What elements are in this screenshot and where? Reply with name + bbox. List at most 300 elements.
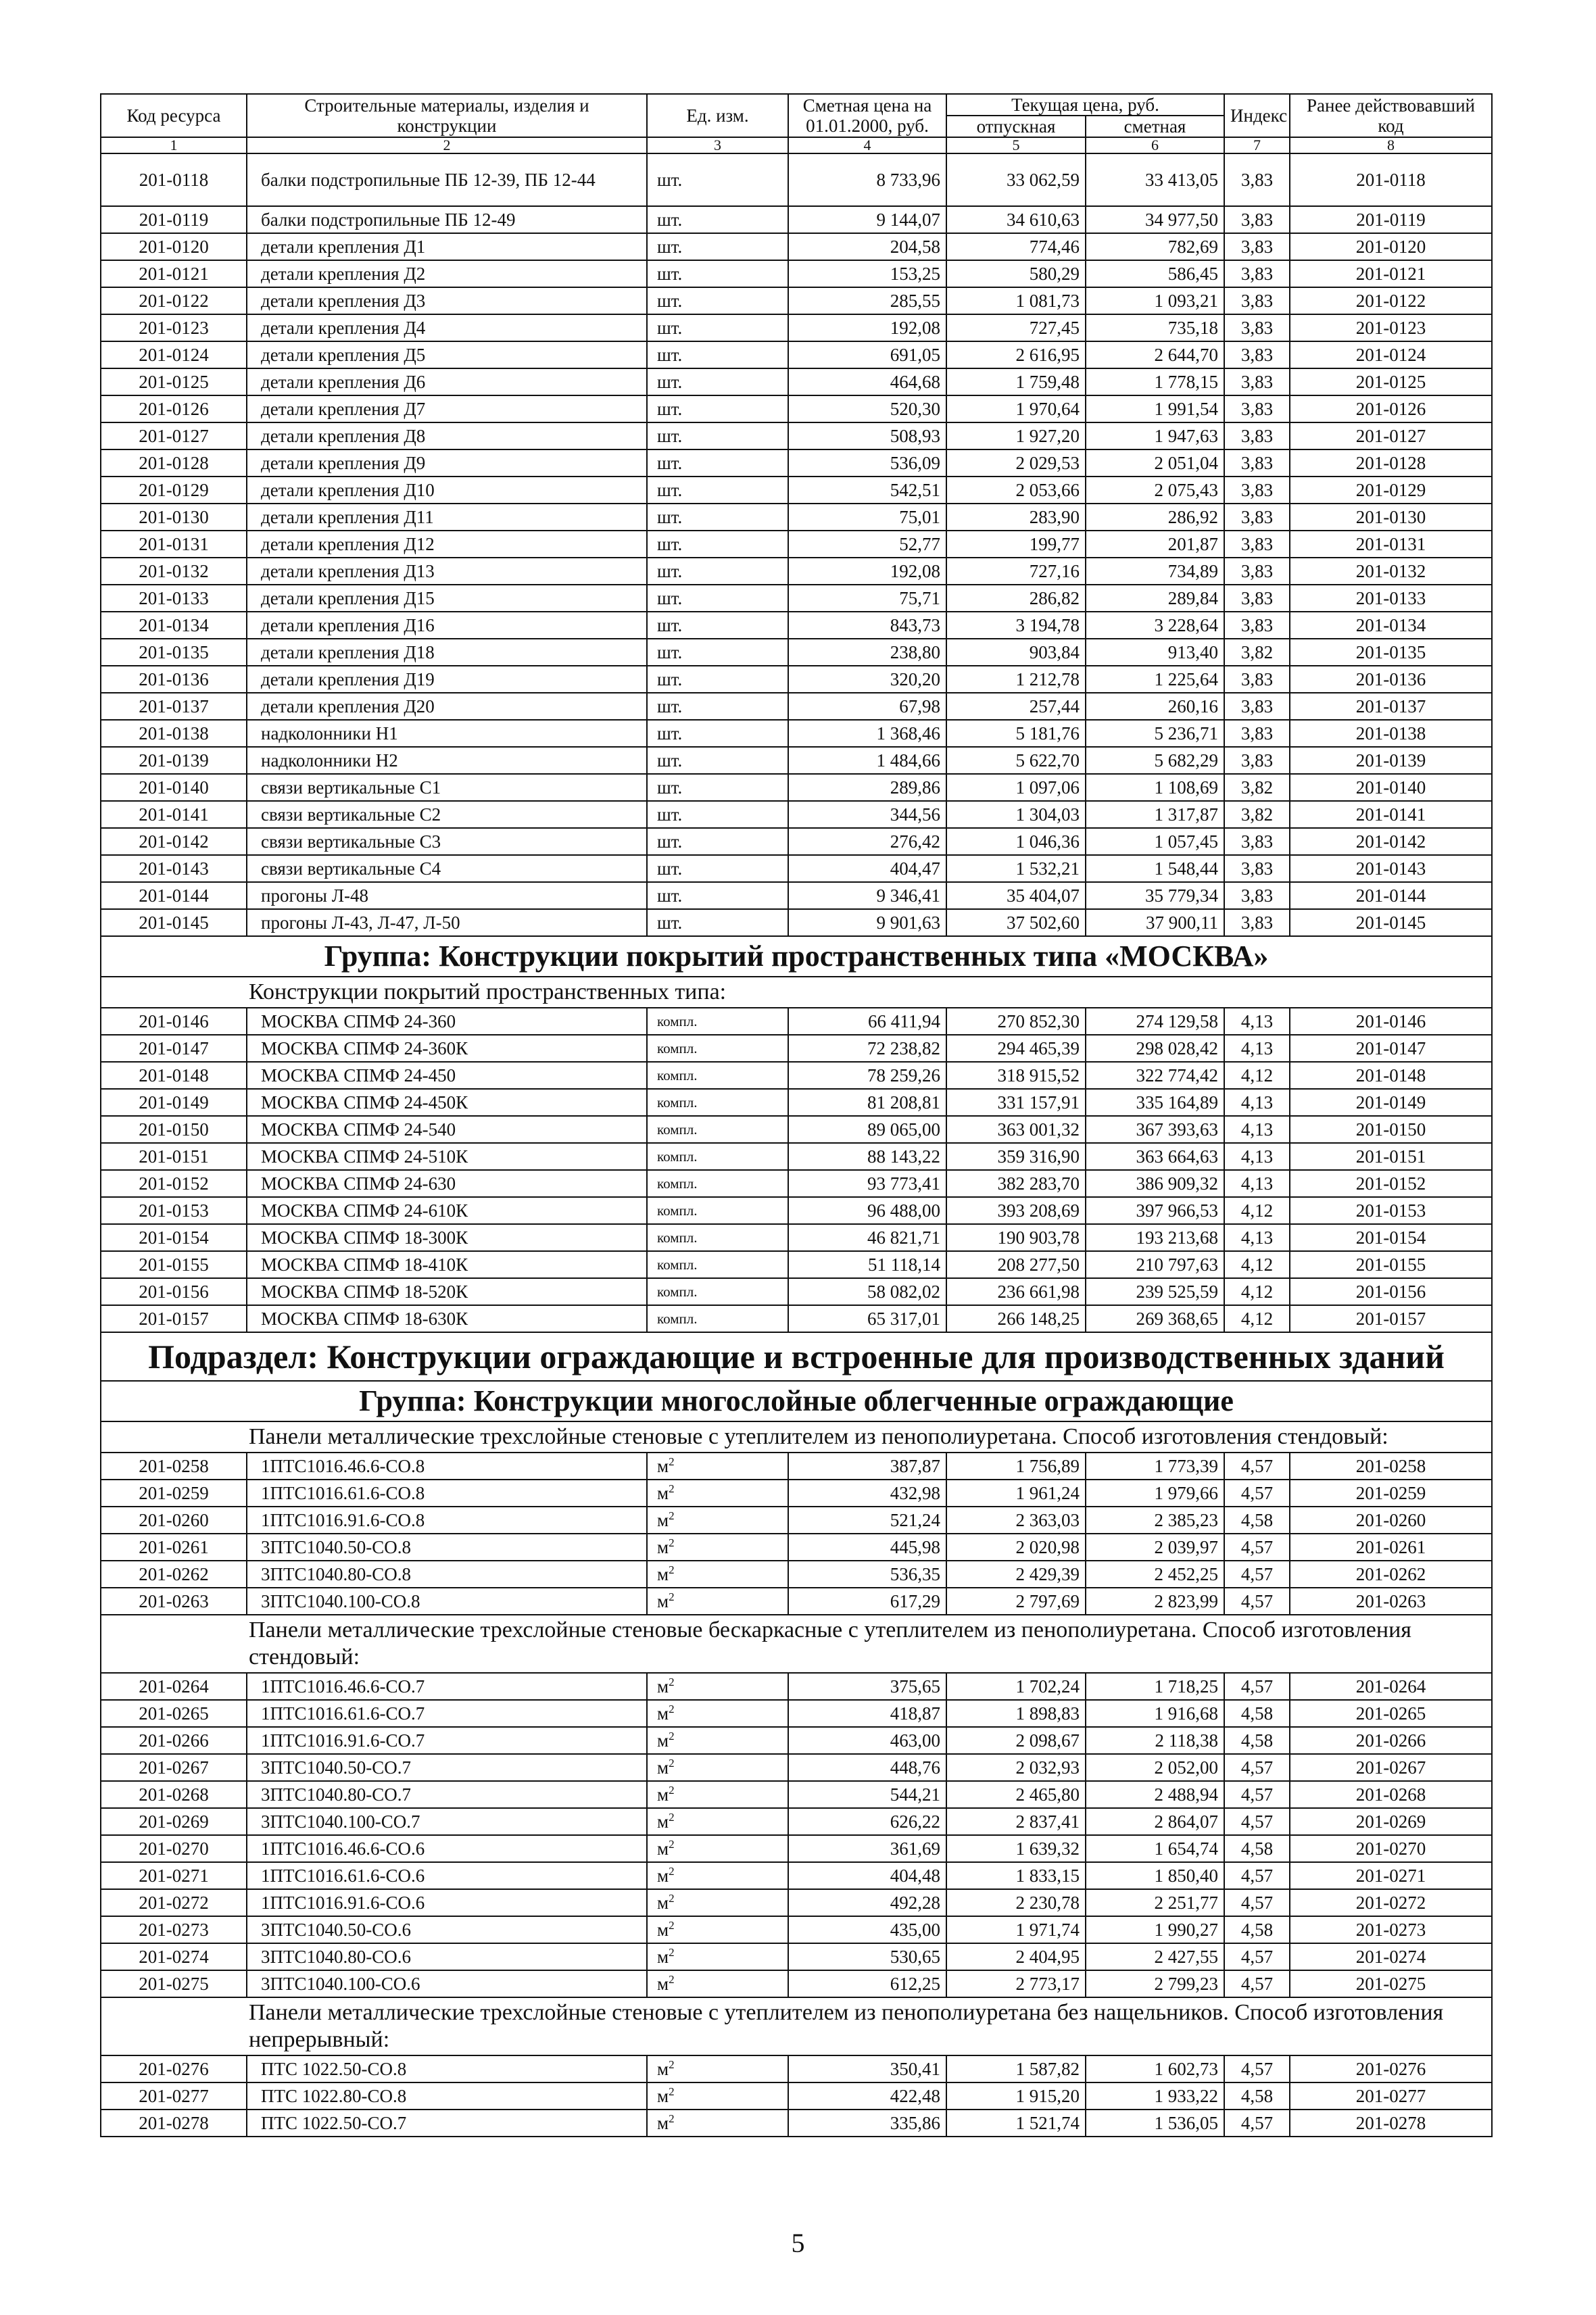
old-code: 201-0155: [1290, 1251, 1492, 1278]
base-price: 508,93: [788, 422, 946, 449]
estimate-price: 1 548,44: [1086, 855, 1224, 882]
base-price: 530,65: [788, 1943, 946, 1970]
material-name: детали крепления Д10: [247, 477, 647, 504]
column-number-row: [101, 137, 1492, 153]
unit-square-meter: м: [657, 1893, 669, 1913]
base-price: 93 773,41: [788, 1170, 946, 1197]
resource-code: 201-0277: [101, 2082, 247, 2110]
material-name: детали крепления Д9: [247, 449, 647, 477]
old-code: 201-0259: [1290, 1480, 1492, 1507]
material-name: 3ПТС1040.100-СО.6: [247, 1970, 647, 1997]
resource-code: 201-0272: [101, 1889, 247, 1916]
material-name: МОСКВА СПМФ 18-300К: [247, 1224, 647, 1251]
estimate-price: 210 797,63: [1086, 1251, 1224, 1278]
header-base-price: Сметная цена на 01.01.2000, руб.: [788, 94, 946, 137]
unit: компл.: [647, 1224, 788, 1251]
base-price: 192,08: [788, 314, 946, 341]
base-price: 285,55: [788, 287, 946, 314]
table-row: [101, 449, 1492, 477]
section-caption: Панели металлические трехслойные стеновые бескаркасные с утеплителем из пенополиуретана. Способ изготовления стендовый:: [101, 1615, 1492, 1673]
estimate-price: 913,40: [1086, 639, 1224, 666]
unit: [647, 1727, 788, 1754]
base-price: 9 144,07: [788, 206, 946, 233]
base-price: 445,98: [788, 1534, 946, 1561]
price-index: 3,83: [1224, 882, 1290, 909]
material-name: надколонники Н1: [247, 720, 647, 747]
price-index: 4,57: [1224, 1781, 1290, 1808]
price-index: 3,83: [1224, 314, 1290, 341]
resource-code: 201-0152: [101, 1170, 247, 1197]
release-price: 774,46: [946, 233, 1086, 260]
table-row: [101, 855, 1492, 882]
release-price: 2 230,78: [946, 1889, 1086, 1916]
group-title: Группа: Конструкции многослойные облегченные ограждающие: [101, 1381, 1492, 1421]
release-price: 1 702,24: [946, 1673, 1086, 1700]
material-name: детали крепления Д3: [247, 287, 647, 314]
header-code: Код ресурса: [101, 94, 247, 137]
base-price: 320,20: [788, 666, 946, 693]
material-name: МОСКВА СПМФ 24-450: [247, 1062, 647, 1089]
unit-square-meter: м: [657, 1811, 669, 1832]
release-price: 1 521,74: [946, 2110, 1086, 2137]
table-header: [101, 94, 1492, 153]
release-price: 257,44: [946, 693, 1086, 720]
resource-code: 201-0139: [101, 747, 247, 774]
estimate-price: 1 317,87: [1086, 801, 1224, 828]
unit-exponent: 2: [669, 1838, 675, 1851]
table-row: [101, 1727, 1492, 1754]
unit-exponent: 2: [669, 1919, 675, 1932]
price-index: 3,83: [1224, 153, 1290, 206]
release-price: 1 961,24: [946, 1480, 1086, 1507]
base-price: 404,48: [788, 1862, 946, 1889]
material-name: детали крепления Д11: [247, 504, 647, 531]
resource-code: 201-0275: [101, 1970, 247, 1997]
release-price: 1 081,73: [946, 287, 1086, 314]
price-index: 4,57: [1224, 1673, 1290, 1700]
resource-code: 201-0144: [101, 882, 247, 909]
base-price: 361,69: [788, 1835, 946, 1862]
old-code: 201-0258: [1290, 1453, 1492, 1480]
table-row: [101, 1170, 1492, 1197]
release-price: 2 020,98: [946, 1534, 1086, 1561]
column-number: 8: [1290, 137, 1492, 153]
resource-code: 201-0267: [101, 1754, 247, 1781]
material-name: детали крепления Д18: [247, 639, 647, 666]
unit-exponent: 2: [669, 1811, 675, 1824]
unit: компл.: [647, 1251, 788, 1278]
old-code: 201-0275: [1290, 1970, 1492, 1997]
estimate-price: 322 774,42: [1086, 1062, 1224, 1089]
material-name: МОСКВА СПМФ 18-520К: [247, 1278, 647, 1305]
unit: компл.: [647, 1278, 788, 1305]
unit-square-meter: м: [657, 1920, 669, 1940]
material-name: детали крепления Д6: [247, 368, 647, 395]
unit-square-meter: м: [657, 2113, 669, 2133]
estimate-price: 1 991,54: [1086, 395, 1224, 422]
release-price: 3 194,78: [946, 612, 1086, 639]
price-index: 4,57: [1224, 1561, 1290, 1588]
table-row: [101, 341, 1492, 368]
price-index: 4,57: [1224, 1480, 1290, 1507]
unit-square-meter: м: [657, 1483, 669, 1503]
price-index: 4,12: [1224, 1197, 1290, 1224]
unit: шт.: [647, 585, 788, 612]
table-row: [101, 774, 1492, 801]
estimate-price: 5 682,29: [1086, 747, 1224, 774]
old-code: 201-0141: [1290, 801, 1492, 828]
estimate-price: 1 778,15: [1086, 368, 1224, 395]
column-number: 5: [946, 137, 1086, 153]
estimate-price: 2 039,97: [1086, 1534, 1224, 1561]
table-row: [101, 233, 1492, 260]
resource-code: 201-0130: [101, 504, 247, 531]
resource-code: 201-0146: [101, 1008, 247, 1035]
estimate-price: 1 602,73: [1086, 2055, 1224, 2082]
estimate-price: 3 228,64: [1086, 612, 1224, 639]
old-code: 201-0260: [1290, 1507, 1492, 1534]
subsection-row: [101, 1332, 1492, 1381]
column-number: 1: [101, 137, 247, 153]
resource-code: 201-0153: [101, 1197, 247, 1224]
unit-square-meter: м: [657, 1784, 669, 1805]
base-price: 52,77: [788, 531, 946, 558]
resource-code: 201-0138: [101, 720, 247, 747]
table-row: [101, 1588, 1492, 1615]
price-index: 4,13: [1224, 1008, 1290, 1035]
base-price: 9 901,63: [788, 909, 946, 936]
table-row: [101, 558, 1492, 585]
caption-row: [101, 1997, 1492, 2055]
unit-square-meter: м: [657, 1730, 669, 1751]
unit: компл.: [647, 1089, 788, 1116]
unit-square-meter: м: [657, 1838, 669, 1859]
release-price: 903,84: [946, 639, 1086, 666]
resource-code: 201-0125: [101, 368, 247, 395]
estimate-price: 586,45: [1086, 260, 1224, 287]
price-index: 3,82: [1224, 801, 1290, 828]
price-index: 3,83: [1224, 368, 1290, 395]
price-index: 3,83: [1224, 855, 1290, 882]
release-price: 35 404,07: [946, 882, 1086, 909]
old-code: 201-0123: [1290, 314, 1492, 341]
release-price: 382 283,70: [946, 1170, 1086, 1197]
table-row: [101, 1754, 1492, 1781]
resource-code: 201-0266: [101, 1727, 247, 1754]
resource-code: 201-0141: [101, 801, 247, 828]
estimate-price: 2 051,04: [1086, 449, 1224, 477]
table-row: [101, 612, 1492, 639]
release-price: 1 046,36: [946, 828, 1086, 855]
old-code: 201-0264: [1290, 1673, 1492, 1700]
unit-exponent: 2: [669, 1892, 675, 1905]
resource-code: 201-0128: [101, 449, 247, 477]
table-row: [101, 720, 1492, 747]
old-code: 201-0262: [1290, 1561, 1492, 1588]
unit-exponent: 2: [669, 1946, 675, 1959]
old-code: 201-0148: [1290, 1062, 1492, 1089]
resource-code: 201-0132: [101, 558, 247, 585]
column-number: 2: [247, 137, 647, 153]
release-price: 1 927,20: [946, 422, 1086, 449]
table-row: [101, 1835, 1492, 1862]
estimate-price: 2 823,99: [1086, 1588, 1224, 1615]
material-name: МОСКВА СПМФ 18-630К: [247, 1305, 647, 1332]
unit: [647, 1561, 788, 1588]
table-row: [101, 1673, 1492, 1700]
base-price: 843,73: [788, 612, 946, 639]
material-name: 3ПТС1040.100-СО.7: [247, 1808, 647, 1835]
price-index: 3,83: [1224, 693, 1290, 720]
material-name: 1ПТС1016.91.6-СО.8: [247, 1507, 647, 1534]
price-index: 3,83: [1224, 828, 1290, 855]
estimate-price: 1 773,39: [1086, 1453, 1224, 1480]
unit: [647, 1835, 788, 1862]
section-caption: Панели металлические трехслойные стеновые с утеплителем из пенополиуретана без нащельников. Способ изготовления непрерывный:: [101, 1997, 1492, 2055]
unit: компл.: [647, 1143, 788, 1170]
table-row: [101, 477, 1492, 504]
unit: [647, 2110, 788, 2137]
table-row: [101, 1889, 1492, 1916]
material-name: 1ПТС1016.46.6-СО.6: [247, 1835, 647, 1862]
unit: [647, 1534, 788, 1561]
estimate-price: 386 909,32: [1086, 1170, 1224, 1197]
unit: шт.: [647, 801, 788, 828]
unit: шт.: [647, 341, 788, 368]
release-price: 1 587,82: [946, 2055, 1086, 2082]
estimate-price: 34 977,50: [1086, 206, 1224, 233]
estimate-price: 274 129,58: [1086, 1008, 1224, 1035]
unit: шт.: [647, 233, 788, 260]
price-index: 4,58: [1224, 1835, 1290, 1862]
estimate-price: 269 368,65: [1086, 1305, 1224, 1332]
release-price: 1 759,48: [946, 368, 1086, 395]
material-name: 1ПТС1016.46.6-СО.7: [247, 1673, 647, 1700]
resource-code: 201-0155: [101, 1251, 247, 1278]
estimate-price: 363 664,63: [1086, 1143, 1224, 1170]
old-code: 201-0139: [1290, 747, 1492, 774]
old-code: 201-0128: [1290, 449, 1492, 477]
resource-code: 201-0122: [101, 287, 247, 314]
unit-exponent: 2: [669, 1536, 675, 1549]
base-price: 58 082,02: [788, 1278, 946, 1305]
release-price: 2 363,03: [946, 1507, 1086, 1534]
price-index: 4,12: [1224, 1278, 1290, 1305]
table-row: [101, 585, 1492, 612]
unit: шт.: [647, 774, 788, 801]
old-code: 201-0150: [1290, 1116, 1492, 1143]
price-index: 3,83: [1224, 260, 1290, 287]
price-index: 4,13: [1224, 1116, 1290, 1143]
material-name: детали крепления Д5: [247, 341, 647, 368]
base-price: 350,41: [788, 2055, 946, 2082]
unit-exponent: 2: [669, 1509, 675, 1522]
release-price: 580,29: [946, 260, 1086, 287]
price-index: 4,13: [1224, 1143, 1290, 1170]
resource-code: 201-0276: [101, 2055, 247, 2082]
base-price: 51 118,14: [788, 1251, 946, 1278]
old-code: 201-0277: [1290, 2082, 1492, 2110]
old-code: 201-0261: [1290, 1534, 1492, 1561]
price-table-sheet: [100, 93, 1491, 2137]
unit: шт.: [647, 314, 788, 341]
section-caption: Панели металлические трехслойные стеновые с утеплителем из пенополиуретана. Способ изготовления стендовый:: [101, 1421, 1492, 1453]
table-row: [101, 206, 1492, 233]
material-name: связи вертикальные С2: [247, 801, 647, 828]
resource-code: 201-0278: [101, 2110, 247, 2137]
unit-square-meter: м: [657, 1591, 669, 1611]
release-price: 2 029,53: [946, 449, 1086, 477]
material-name: ПТС 1022.50-СО.8: [247, 2055, 647, 2082]
table-row: [101, 1143, 1492, 1170]
table-row: [101, 1970, 1492, 1997]
estimate-price: 1 933,22: [1086, 2082, 1224, 2110]
resource-code: 201-0269: [101, 1808, 247, 1835]
price-index: 4,58: [1224, 1507, 1290, 1534]
unit: шт.: [647, 666, 788, 693]
unit: компл.: [647, 1035, 788, 1062]
base-price: 344,56: [788, 801, 946, 828]
estimate-price: 1 990,27: [1086, 1916, 1224, 1943]
resource-code: 201-0157: [101, 1305, 247, 1332]
estimate-price: 1 057,45: [1086, 828, 1224, 855]
release-price: 2 404,95: [946, 1943, 1086, 1970]
resource-code: 201-0151: [101, 1143, 247, 1170]
base-price: 375,65: [788, 1673, 946, 1700]
table-row: [101, 1035, 1492, 1062]
unit: [647, 1480, 788, 1507]
table-row: [101, 314, 1492, 341]
material-name: 1ПТС1016.61.6-СО.6: [247, 1862, 647, 1889]
old-code: 201-0265: [1290, 1700, 1492, 1727]
material-name: детали крепления Д12: [247, 531, 647, 558]
unit-square-meter: м: [657, 1757, 669, 1778]
old-code: 201-0143: [1290, 855, 1492, 882]
table-row: [101, 666, 1492, 693]
unit: шт.: [647, 504, 788, 531]
resource-code: 201-0263: [101, 1588, 247, 1615]
estimate-price: 2 385,23: [1086, 1507, 1224, 1534]
resource-code: 201-0126: [101, 395, 247, 422]
estimate-price: 2 452,25: [1086, 1561, 1224, 1588]
price-index: 4,57: [1224, 2055, 1290, 2082]
estimate-price: 2 864,07: [1086, 1808, 1224, 1835]
price-index: 3,82: [1224, 774, 1290, 801]
resource-code: 201-0262: [101, 1561, 247, 1588]
material-name: МОСКВА СПМФ 24-540: [247, 1116, 647, 1143]
estimate-price: 1 718,25: [1086, 1673, 1224, 1700]
old-code: 201-0125: [1290, 368, 1492, 395]
unit: шт.: [647, 909, 788, 936]
material-name: 1ПТС1016.91.6-СО.7: [247, 1727, 647, 1754]
base-price: 276,42: [788, 828, 946, 855]
release-price: 199,77: [946, 531, 1086, 558]
header-material: Строительные материалы, изделия и конструкции: [247, 94, 647, 137]
unit: компл.: [647, 1008, 788, 1035]
resource-code: 201-0156: [101, 1278, 247, 1305]
release-price: 34 610,63: [946, 206, 1086, 233]
resource-code: 201-0274: [101, 1943, 247, 1970]
material-name: детали крепления Д4: [247, 314, 647, 341]
release-price: 266 148,25: [946, 1305, 1086, 1332]
unit: [647, 2082, 788, 2110]
estimate-price: 1 536,05: [1086, 2110, 1224, 2137]
table-row: [101, 1943, 1492, 1970]
material-name: 1ПТС1016.61.6-СО.7: [247, 1700, 647, 1727]
material-name: связи вертикальные С1: [247, 774, 647, 801]
resource-code: 201-0136: [101, 666, 247, 693]
resource-code: 201-0123: [101, 314, 247, 341]
price-index: 4,57: [1224, 1970, 1290, 1997]
old-code: 201-0118: [1290, 153, 1492, 206]
table-row: [101, 531, 1492, 558]
base-price: 67,98: [788, 693, 946, 720]
table-row: [101, 1251, 1492, 1278]
table-row: [101, 422, 1492, 449]
table-row: [101, 1089, 1492, 1116]
price-index: 4,13: [1224, 1170, 1290, 1197]
material-name: 3ПТС1040.50-СО.8: [247, 1534, 647, 1561]
estimate-price: 2 052,00: [1086, 1754, 1224, 1781]
release-price: 286,82: [946, 585, 1086, 612]
estimate-price: 2 251,77: [1086, 1889, 1224, 1916]
estimate-price: 35 779,34: [1086, 882, 1224, 909]
base-price: 617,29: [788, 1588, 946, 1615]
material-name: детали крепления Д2: [247, 260, 647, 287]
unit-square-meter: м: [657, 1866, 669, 1886]
material-name: детали крепления Д19: [247, 666, 647, 693]
table-row: [101, 1116, 1492, 1143]
unit-exponent: 2: [669, 1590, 675, 1603]
table-row: [101, 1453, 1492, 1480]
unit: [647, 1781, 788, 1808]
unit-exponent: 2: [669, 1482, 675, 1495]
old-code: 201-0144: [1290, 882, 1492, 909]
unit: [647, 1916, 788, 1943]
old-code: 201-0152: [1290, 1170, 1492, 1197]
price-index: 4,57: [1224, 1754, 1290, 1781]
price-index: 3,83: [1224, 747, 1290, 774]
resource-code: 201-0119: [101, 206, 247, 233]
release-price: 331 157,91: [946, 1089, 1086, 1116]
old-code: 201-0153: [1290, 1197, 1492, 1224]
estimate-price: 286,92: [1086, 504, 1224, 531]
resource-code: 201-0265: [101, 1700, 247, 1727]
estimate-price: 289,84: [1086, 585, 1224, 612]
estimate-price: 1 654,74: [1086, 1835, 1224, 1862]
resource-code: 201-0259: [101, 1480, 247, 1507]
estimate-price: 1 850,40: [1086, 1862, 1224, 1889]
table-row: [101, 1224, 1492, 1251]
table-row: [101, 1808, 1492, 1835]
base-price: 626,22: [788, 1808, 946, 1835]
unit: шт.: [647, 531, 788, 558]
old-code: 201-0273: [1290, 1916, 1492, 1943]
estimate-price: 5 236,71: [1086, 720, 1224, 747]
material-name: ПТС 1022.80-СО.8: [247, 2082, 647, 2110]
unit: шт.: [647, 260, 788, 287]
unit: шт.: [647, 558, 788, 585]
group-title: Группа: Конструкции покрытий пространственных типа «МОСКВА»: [101, 936, 1492, 977]
price-index: 4,13: [1224, 1089, 1290, 1116]
unit: шт.: [647, 720, 788, 747]
unit: [647, 1889, 788, 1916]
price-index: 4,57: [1224, 1889, 1290, 1916]
base-price: 612,25: [788, 1970, 946, 1997]
resource-code: 201-0150: [101, 1116, 247, 1143]
material-name: 3ПТС1040.80-СО.7: [247, 1781, 647, 1808]
material-name: связи вертикальные С4: [247, 855, 647, 882]
